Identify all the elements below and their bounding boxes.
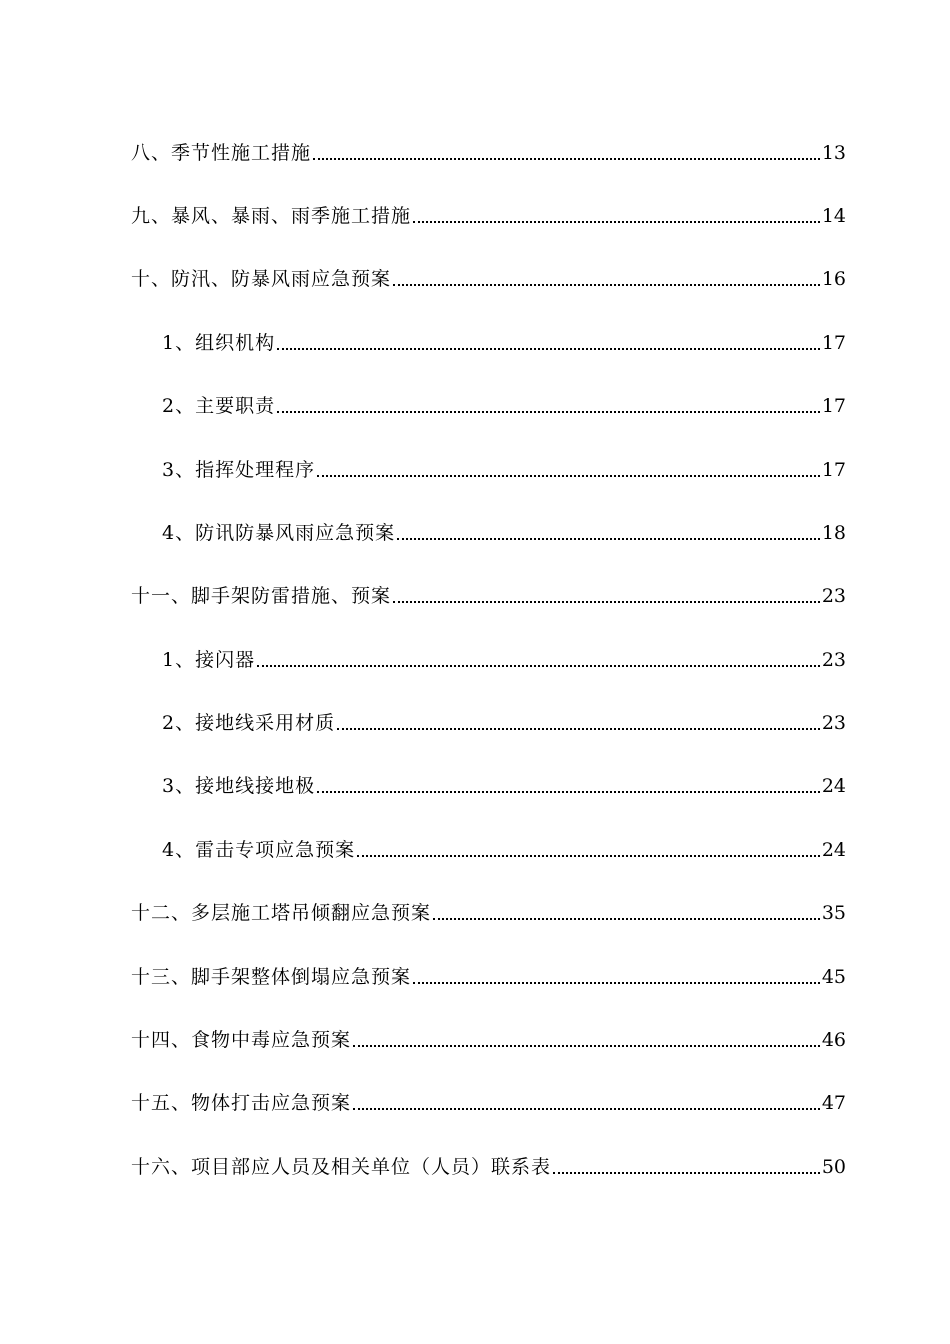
toc-entry[interactable] bbox=[0, 315, 950, 355]
toc-entry[interactable] bbox=[0, 442, 950, 482]
toc-dot-leader bbox=[277, 348, 820, 350]
toc-entry-page: 16 bbox=[821, 268, 846, 290]
toc-entry-title: 十、防汛、防暴风雨应急预案 bbox=[131, 268, 392, 290]
toc-entry-title: 1、接闪器 bbox=[162, 649, 256, 671]
toc-dot-leader bbox=[277, 411, 820, 413]
toc-entry-title: 2、主要职责 bbox=[162, 395, 276, 417]
toc-entry-page: 23 bbox=[821, 649, 846, 671]
toc-dot-leader bbox=[433, 918, 820, 920]
toc-entry-title: 3、接地线接地极 bbox=[162, 775, 316, 797]
toc-entry[interactable] bbox=[0, 251, 950, 291]
toc-entry[interactable] bbox=[0, 505, 950, 545]
toc-dot-leader bbox=[357, 855, 820, 857]
toc-dot-leader bbox=[337, 728, 820, 730]
toc-dot-leader bbox=[257, 665, 820, 667]
toc-entry-title: 1、组织机构 bbox=[162, 332, 276, 354]
toc-entry[interactable] bbox=[0, 378, 950, 418]
toc-dot-leader bbox=[413, 221, 820, 223]
toc-entry-title: 十一、脚手架防雷措施、预案 bbox=[131, 585, 392, 607]
toc-entry[interactable] bbox=[0, 885, 950, 925]
toc-entry-page: 13 bbox=[821, 142, 846, 164]
toc-entry[interactable] bbox=[0, 822, 950, 862]
toc-entry-page: 23 bbox=[821, 585, 846, 607]
toc-dot-leader bbox=[353, 1108, 820, 1110]
toc-entry[interactable] bbox=[0, 1012, 950, 1052]
toc-entry-title: 十五、物体打击应急预案 bbox=[131, 1092, 352, 1114]
toc-dot-leader bbox=[413, 982, 820, 984]
toc-dot-leader bbox=[313, 158, 820, 160]
toc-entry[interactable] bbox=[0, 949, 950, 989]
toc-entry[interactable] bbox=[0, 632, 950, 672]
toc-entry[interactable] bbox=[0, 1139, 950, 1179]
toc-dot-leader bbox=[317, 791, 820, 793]
toc-entry[interactable] bbox=[0, 758, 950, 798]
toc-entry-page: 17 bbox=[821, 332, 846, 354]
toc-entry-page: 17 bbox=[821, 395, 846, 417]
toc-entry-title: 十二、多层施工塔吊倾翻应急预案 bbox=[131, 902, 432, 924]
toc-dot-leader bbox=[353, 1045, 820, 1047]
toc-entry-title: 八、季节性施工措施 bbox=[131, 142, 312, 164]
toc-entry-page: 14 bbox=[821, 205, 846, 227]
toc-dot-leader bbox=[317, 475, 820, 477]
toc-entry-title: 十四、食物中毒应急预案 bbox=[131, 1029, 352, 1051]
toc-entry[interactable] bbox=[0, 188, 950, 228]
toc-dot-leader bbox=[393, 284, 820, 286]
toc-entry[interactable] bbox=[0, 568, 950, 608]
toc-entry[interactable] bbox=[0, 695, 950, 735]
toc-entry-page: 18 bbox=[821, 522, 846, 544]
toc-entry-title: 2、接地线采用材质 bbox=[162, 712, 336, 734]
toc-entry-title: 4、防讯防暴风雨应急预案 bbox=[162, 522, 396, 544]
toc-dot-leader bbox=[393, 601, 820, 603]
toc-entry-title: 3、指挥处理程序 bbox=[162, 459, 316, 481]
toc-entry-page: 24 bbox=[821, 775, 846, 797]
toc-entry-title: 4、雷击专项应急预案 bbox=[162, 839, 356, 861]
toc-entry[interactable] bbox=[0, 1075, 950, 1115]
toc-dot-leader bbox=[553, 1172, 820, 1174]
toc-entry-page: 47 bbox=[821, 1092, 846, 1114]
toc-entry-page: 50 bbox=[821, 1156, 846, 1178]
toc-entry-title: 十六、项目部应人员及相关单位（人员）联系表 bbox=[131, 1156, 552, 1178]
toc-entry[interactable] bbox=[0, 125, 950, 165]
toc-entry-page: 17 bbox=[821, 459, 846, 481]
toc-entry-page: 35 bbox=[821, 902, 846, 924]
toc-dot-leader bbox=[397, 538, 820, 540]
toc-entry-page: 23 bbox=[821, 712, 846, 734]
toc-entry-page: 24 bbox=[821, 839, 846, 861]
toc-entry-page: 46 bbox=[821, 1029, 846, 1051]
toc-entry-page: 45 bbox=[821, 966, 846, 988]
toc-entry-title: 十三、脚手架整体倒塌应急预案 bbox=[131, 966, 412, 988]
toc-entry-title: 九、暴风、暴雨、雨季施工措施 bbox=[131, 205, 412, 227]
